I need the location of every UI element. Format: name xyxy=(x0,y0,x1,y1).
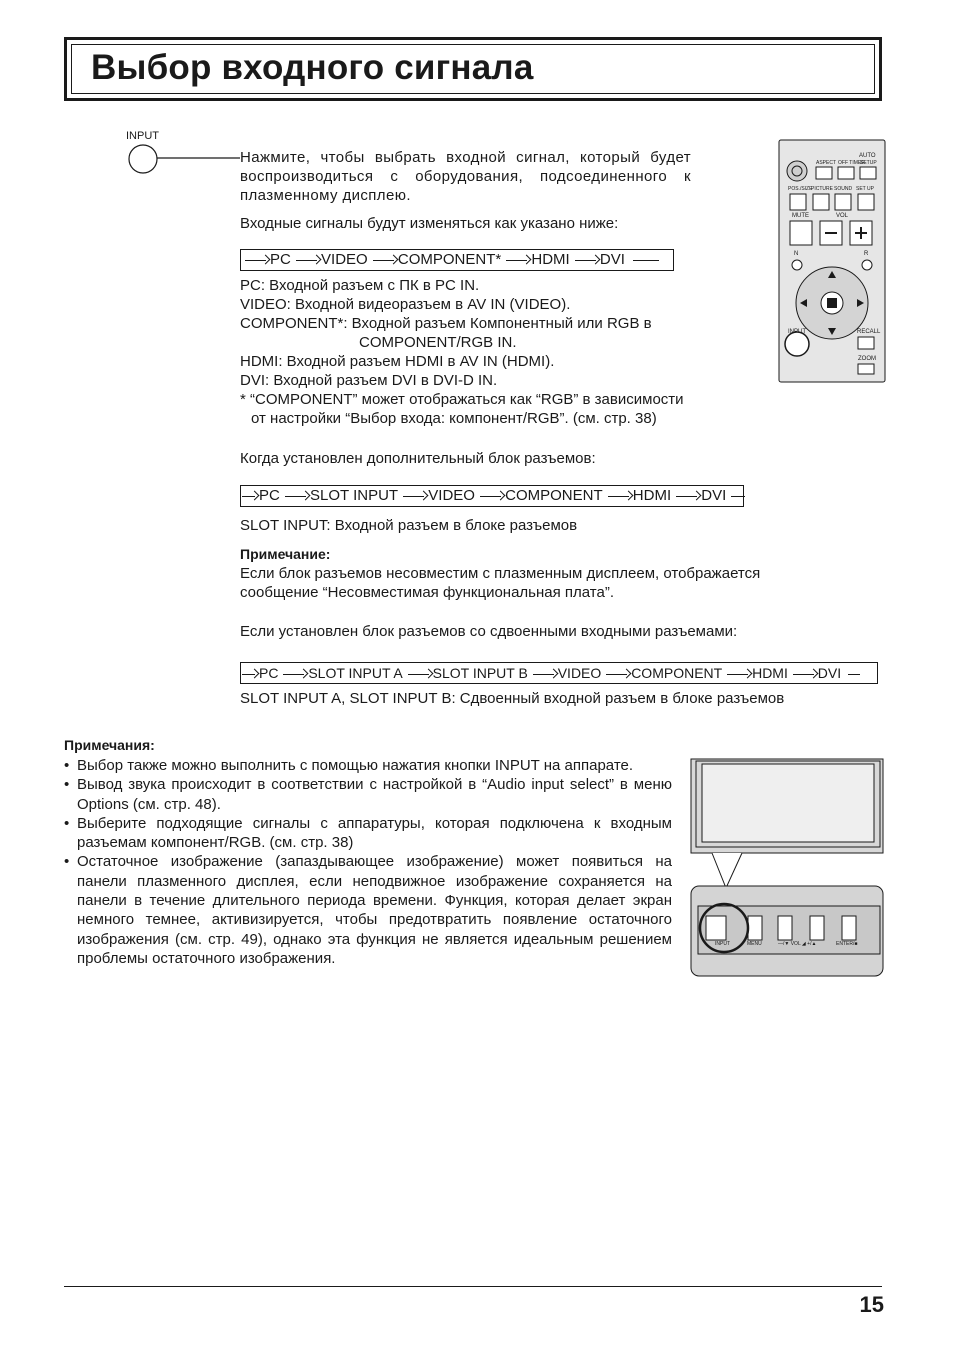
arrow-icon xyxy=(283,668,307,680)
arrow-icon xyxy=(242,668,258,680)
arrow-icon xyxy=(296,254,320,266)
arrow-icon xyxy=(676,490,700,502)
slot-input-def: SLOT INPUT: Входной разъем в блоке разъемов xyxy=(240,517,578,534)
change-intro: Входные сигналы будут изменяться как указано ниже: xyxy=(240,215,619,232)
page-title: Выбор входного сигнала xyxy=(91,48,534,87)
remote-r-label: R xyxy=(864,251,869,257)
flow3-item: VIDEO xyxy=(557,665,602,681)
terminal-board-intro: Когда установлен дополнительный блок разъемов: xyxy=(240,450,596,467)
input-button-label: INPUT xyxy=(126,130,159,142)
remote-mute-label: MUTE xyxy=(792,213,809,219)
note-text: Если блок разъемов несовместим с плазменным дисплеем, отображается сообщение “Несовместимая функциональная плата”. xyxy=(240,565,761,601)
arrow-icon xyxy=(727,668,751,680)
footnote: * “COMPONENT” может отображаться как “RGB” в зависимости xyxy=(240,391,684,408)
footnote-cont: от настройки “Выбор входа: компонент/RGB”. (см. стр. 38) xyxy=(251,410,657,427)
flow1-item: VIDEO xyxy=(321,251,368,268)
flow3-item: DVI xyxy=(817,665,842,681)
arrow-icon xyxy=(533,668,557,680)
remote-aspect-label: ASPECT xyxy=(816,160,837,166)
def-dvi: DVI: Входной разъем DVI в DVI-D IN. xyxy=(240,372,498,389)
remote-picture-label: PICTURE xyxy=(811,186,833,192)
dual-def: SLOT INPUT A, SLOT INPUT B: Сдвоенный входной разъем в блоке разъемов xyxy=(240,690,785,707)
remote-sound-label: SOUND xyxy=(834,186,853,192)
panel-enter-label: ENTER/■ xyxy=(836,941,858,947)
panel-menu-label: MENU xyxy=(747,941,762,947)
page-number: 15 xyxy=(859,1292,884,1317)
flow1-item: DVI xyxy=(599,251,625,268)
arrow-icon xyxy=(506,254,530,266)
arrow-icon xyxy=(408,668,432,680)
flow3-item: SLOT INPUT B xyxy=(432,665,528,681)
arrow-icon xyxy=(403,490,427,502)
remote-control-illustration xyxy=(778,139,886,383)
arrow-icon xyxy=(245,254,269,266)
remote-offtimer-label: OFF TIMER xyxy=(838,160,865,166)
note-item: • Выбор также можно выполнить с помощью нажатия кнопки INPUT на аппарате. xyxy=(64,756,672,775)
remote-recall-label: RECALL xyxy=(857,329,881,335)
def-hdmi: HDMI: Входной разъем HDMI в AV IN (HDMI). xyxy=(240,353,555,370)
def-pc: PC: Входной разъем с ПК в PC IN. xyxy=(240,277,480,294)
flow-line xyxy=(848,674,860,675)
remote-setup2-label: SET UP xyxy=(856,186,874,192)
signal-flow-2 xyxy=(240,485,744,507)
panel-vol-label: —/▼ VOL ◢ +/▲ xyxy=(778,941,817,947)
note-item: • Остаточное изображение (запаздывающее изображение) может появиться на панели плазменного дисплея, если неподвижное изображение сохраняется на панели в течение длительного периода времени. Функция, которая делает экран немного темнее, активизируется, чтобы предотвратить появление остаточного изображения (см. стр. 49), однако эта функция не является идеальным решением проблемы остаточного изображения. xyxy=(64,852,672,968)
note-item: • Выберите подходящие сигналы с аппаратуры, которая подключена к входным разъемам компонент/RGB. (см. стр. 38) xyxy=(64,814,672,853)
remote-auto-label: AUTO xyxy=(859,153,876,159)
note-item: • Вывод звука происходит в соответствии с настройкой в “Audio input select” в меню Options (см. стр. 48). xyxy=(64,775,672,814)
title-box xyxy=(64,37,882,101)
panel-input-label: INPUT xyxy=(715,941,730,947)
remote-setup-label: SETUP xyxy=(860,160,877,166)
flow3-item: HDMI xyxy=(752,665,788,681)
flow-line xyxy=(633,260,659,261)
arrow-icon xyxy=(373,254,397,266)
dual-intro: Если установлен блок разъемов со сдвоенными входными разъемами: xyxy=(240,623,738,640)
input-button-icon xyxy=(124,143,242,177)
arrow-icon xyxy=(608,490,632,502)
flow3-item: PC xyxy=(259,665,279,681)
remote-input-label: INPUT xyxy=(788,329,806,335)
flow3-item: SLOT INPUT A xyxy=(308,665,403,681)
signal-flow-3 xyxy=(240,662,878,684)
arrow-icon xyxy=(480,490,504,502)
intro-text: Нажмите, чтобы выбрать входной сигнал, который будет воспроизводиться с оборудования, подсоединенного к плазменному дисплею. xyxy=(240,149,691,204)
flow2-item: PC xyxy=(259,487,280,504)
remote-n-label: N xyxy=(794,251,799,257)
remote-possize-label: POS./SIZE xyxy=(788,186,813,192)
arrow-icon xyxy=(575,254,599,266)
flow3-item: COMPONENT xyxy=(631,665,723,681)
arrow-icon xyxy=(285,490,309,502)
remote-zoom-label: ZOOM xyxy=(858,356,876,362)
def-video: VIDEO: Входной видеоразъем в AV IN (VIDEO). xyxy=(240,296,571,313)
def-component-cont: COMPONENT/RGB IN. xyxy=(359,334,517,351)
notes-heading: Примечания: xyxy=(64,737,155,753)
notes-list xyxy=(64,756,672,968)
remote-body-icon xyxy=(778,139,886,383)
arrow-icon xyxy=(793,668,817,680)
flow2-item: HDMI xyxy=(632,487,672,504)
flow1-item: HDMI xyxy=(531,251,570,268)
note-heading: Примечание: xyxy=(240,546,331,562)
arrow-icon xyxy=(606,668,630,680)
footer-rule xyxy=(64,1286,882,1287)
flow2-item: SLOT INPUT xyxy=(310,487,399,504)
flow2-item: VIDEO xyxy=(428,487,475,504)
signal-flow-1 xyxy=(240,249,674,271)
flow2-item: DVI xyxy=(701,487,727,504)
arrow-icon xyxy=(242,490,258,502)
def-component: COMPONENT*: Входной разъем Компонентный или RGB в xyxy=(240,315,652,332)
flow1-item: COMPONENT* xyxy=(397,251,502,268)
remote-vol-label: VOL xyxy=(836,213,849,219)
flow1-item: PC xyxy=(270,251,291,268)
flow2-item: COMPONENT xyxy=(505,487,603,504)
flow-line xyxy=(731,496,745,497)
